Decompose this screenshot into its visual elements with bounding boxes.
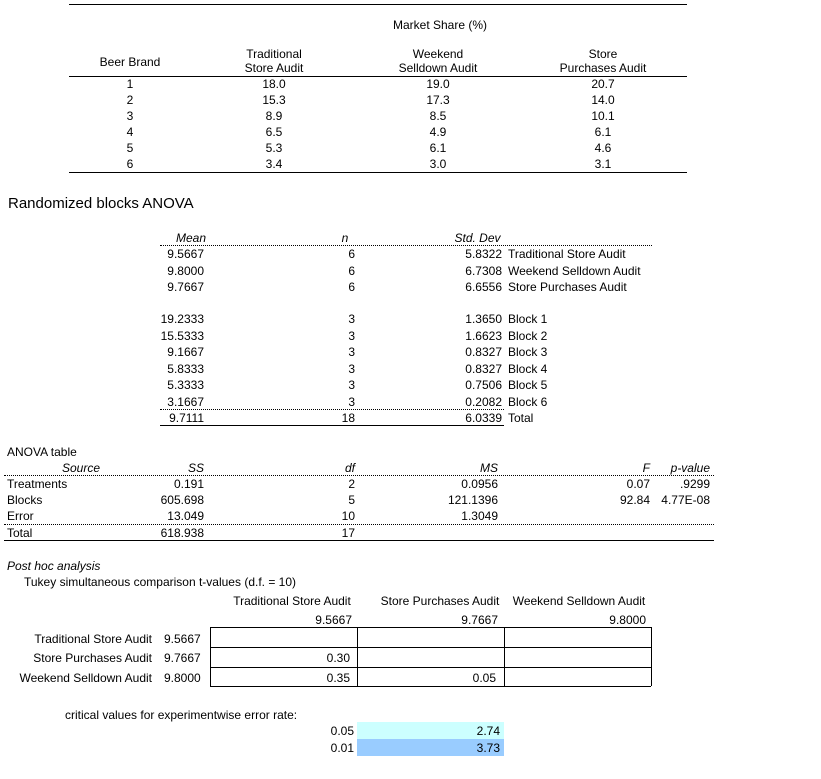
market-row-store: 6.1	[594, 125, 612, 139]
desc-label: Block 5	[508, 378, 548, 392]
col-header-weekend-1: Weekend	[412, 47, 464, 61]
anova-total-source: Total	[7, 526, 33, 540]
desc-mean: 19.2333	[160, 312, 204, 326]
grid-line-2	[210, 667, 651, 668]
grid-vline-1	[357, 627, 358, 686]
anova-df: 5	[348, 493, 355, 507]
critical-alpha-005: 0.05	[330, 724, 354, 738]
posthoc-col-header-store: Store Purchases Audit	[380, 594, 500, 608]
desc-label: Total	[508, 411, 534, 425]
market-row-store: 14.0	[591, 93, 615, 107]
market-row-brand: 6	[126, 157, 134, 171]
col-header-traditional-1: Traditional	[246, 47, 302, 61]
posthoc-cell-r3c1: 0.35	[326, 671, 350, 685]
desc-sd: 6.7308	[465, 263, 502, 278]
desc-n: 6	[348, 280, 355, 294]
posthoc-col-header-weekend: Weekend Selldown Audit	[512, 594, 646, 608]
critical-value-005: 2.74	[476, 724, 500, 738]
anova-header-rule	[4, 475, 714, 476]
market-row-weekend: 3.0	[429, 157, 447, 171]
market-row-weekend: 4.9	[429, 125, 447, 139]
anova-header-source: Source	[61, 461, 100, 475]
market-row-brand: 1	[126, 77, 134, 91]
anova-total-rule	[4, 524, 714, 525]
posthoc-col-mean-2: 9.7667	[461, 613, 498, 627]
posthoc-row-label-traditional: Traditional Store Audit	[34, 632, 152, 646]
grid-vline-3	[651, 627, 652, 686]
market-row-store: 20.7	[591, 77, 615, 91]
desc-sd: 0.7506	[465, 378, 502, 392]
anova-f: 0.07	[626, 477, 650, 491]
col-header-traditional-2: Store Audit	[244, 61, 304, 75]
desc-sd: 6.6556	[465, 280, 502, 294]
anova-bottom-rule	[4, 540, 714, 541]
desc-bottom-rule	[160, 425, 504, 426]
market-row-weekend: 6.1	[429, 141, 447, 155]
desc-n: 18	[341, 411, 355, 425]
desc-mean: 3.1667	[167, 394, 204, 409]
market-row-store: 3.1	[594, 157, 612, 171]
desc-label: Store Purchases Audit	[508, 280, 627, 294]
desc-label: Block 3	[508, 345, 548, 359]
desc-n: 3	[348, 328, 355, 343]
anova-ms: 0.0956	[461, 477, 498, 491]
anova-df: 10	[341, 509, 355, 523]
posthoc-col-mean-1: 9.5667	[315, 613, 352, 627]
desc-label: Weekend Selldown Audit	[508, 263, 641, 278]
market-row-weekend: 8.5	[429, 109, 447, 123]
market-row-brand: 2	[126, 93, 134, 107]
desc-mean: 5.8333	[167, 361, 204, 376]
desc-n: 3	[348, 394, 355, 409]
desc-sd: 5.8322	[465, 247, 502, 261]
market-table-top-rule	[69, 4, 687, 5]
posthoc-row-mean-1: 9.5667	[164, 632, 201, 646]
posthoc-col-mean-3: 9.8000	[609, 613, 646, 627]
critical-values-label: critical values for experimentwise error rate:	[65, 708, 298, 722]
anova-header-f: F	[642, 461, 650, 475]
desc-n: 3	[348, 361, 355, 376]
desc-sd: 6.0339	[465, 411, 502, 425]
grid-line-bottom	[210, 686, 651, 687]
desc-label: Block 4	[508, 361, 548, 376]
market-row-weekend: 17.3	[426, 93, 450, 107]
desc-label: Block 2	[508, 328, 548, 343]
market-row-weekend: 19.0	[426, 77, 450, 91]
anova-ms: 1.3049	[461, 509, 498, 523]
desc-header-sd: Std. Dev	[454, 231, 501, 245]
desc-n: 3	[348, 345, 355, 359]
anova-source: Treatments	[7, 477, 68, 491]
anova-ms: 121.1396	[447, 493, 498, 507]
col-header-store-1: Store	[588, 47, 618, 61]
market-table-bottom-rule	[69, 172, 687, 173]
posthoc-row-mean-2: 9.7667	[164, 651, 201, 665]
grid-line-top	[210, 627, 651, 628]
desc-label: Block 1	[508, 312, 548, 326]
critical-alpha-001: 0.01	[330, 741, 354, 755]
anova-total-df: 17	[341, 526, 355, 540]
posthoc-row-label-store: Store Purchases Audit	[33, 651, 152, 665]
market-row-brand: 3	[126, 109, 134, 123]
desc-total-rule	[160, 409, 504, 410]
desc-mean: 9.8000	[167, 263, 204, 278]
market-row-store: 10.1	[591, 109, 615, 123]
desc-label: Traditional Store Audit	[508, 247, 626, 261]
market-row-traditional: 5.3	[265, 141, 283, 155]
posthoc-row-mean-3: 9.8000	[164, 671, 201, 685]
desc-header-n: n	[341, 231, 349, 245]
desc-mean: 15.5333	[160, 328, 204, 343]
desc-mean: 9.7667	[167, 280, 204, 294]
anova-total-ss: 618.938	[160, 526, 204, 540]
desc-header-mean: Mean	[175, 231, 207, 245]
anova-ss: 0.191	[173, 477, 204, 491]
desc-sd: 0.2082	[465, 394, 502, 409]
anova-f: 92.84	[619, 493, 650, 507]
anova-ss: 605.698	[160, 493, 204, 507]
market-row-traditional: 6.5	[265, 125, 283, 139]
col-header-beer-brand: Beer Brand	[99, 55, 161, 69]
anova-header-ss: SS	[187, 461, 204, 475]
desc-sd: 0.8327	[465, 361, 502, 376]
desc-mean: 9.1667	[167, 345, 204, 359]
posthoc-col-header-traditional: Traditional Store Audit	[233, 594, 351, 608]
desc-n: 3	[348, 378, 355, 392]
grid-vline-0	[210, 627, 211, 686]
market-row-brand: 4	[126, 125, 134, 139]
posthoc-title: Post hoc analysis	[7, 559, 101, 573]
anova-p: .9299	[679, 477, 710, 491]
posthoc-cell-r3c2: 0.05	[472, 671, 496, 685]
desc-sd: 0.8327	[465, 345, 502, 359]
col-header-weekend-2: Selldown Audit	[398, 61, 478, 75]
desc-mean: 9.5667	[167, 247, 204, 261]
anova-ss: 13.049	[167, 509, 204, 523]
randomized-blocks-title: Randomized blocks ANOVA	[8, 195, 194, 212]
desc-sd: 1.6623	[465, 328, 502, 343]
desc-mean: 5.3333	[167, 378, 204, 392]
market-row-traditional: 8.9	[265, 109, 283, 123]
market-share-title: Market Share (%)	[392, 18, 488, 32]
market-row-traditional: 3.4	[265, 157, 283, 171]
desc-mean: 9.7111	[169, 411, 204, 425]
anova-source: Blocks	[7, 493, 43, 507]
posthoc-subtitle: Tukey simultaneous comparison t-values (d.f. = 10)	[24, 575, 297, 589]
grid-vline-2	[504, 627, 505, 686]
col-header-store-2: Purchases Audit	[559, 61, 647, 75]
posthoc-row-label-weekend: Weekend Selldown Audit	[19, 671, 152, 685]
market-row-brand: 5	[126, 141, 134, 155]
desc-n: 6	[348, 263, 355, 278]
anova-source: Error	[7, 509, 34, 523]
anova-header-df: df	[344, 461, 355, 475]
anova-p: 4.77E-08	[661, 493, 710, 507]
market-row-store: 4.6	[594, 141, 612, 155]
anova-header-p: p-value	[670, 461, 710, 475]
anova-df: 2	[348, 477, 355, 491]
market-row-traditional: 15.3	[262, 93, 286, 107]
desc-label: Block 6	[508, 394, 548, 409]
desc-sd: 1.3650	[465, 312, 502, 326]
desc-header-rule	[160, 245, 652, 246]
desc-n: 3	[348, 312, 355, 326]
posthoc-cell-r2c1: 0.30	[326, 651, 350, 665]
desc-n: 6	[348, 247, 355, 261]
anova-header-ms: MS	[480, 461, 498, 475]
market-row-traditional: 18.0	[262, 77, 286, 91]
critical-value-001: 3.73	[476, 741, 500, 755]
grid-line-1	[210, 647, 651, 648]
anova-title: ANOVA table	[7, 445, 77, 459]
